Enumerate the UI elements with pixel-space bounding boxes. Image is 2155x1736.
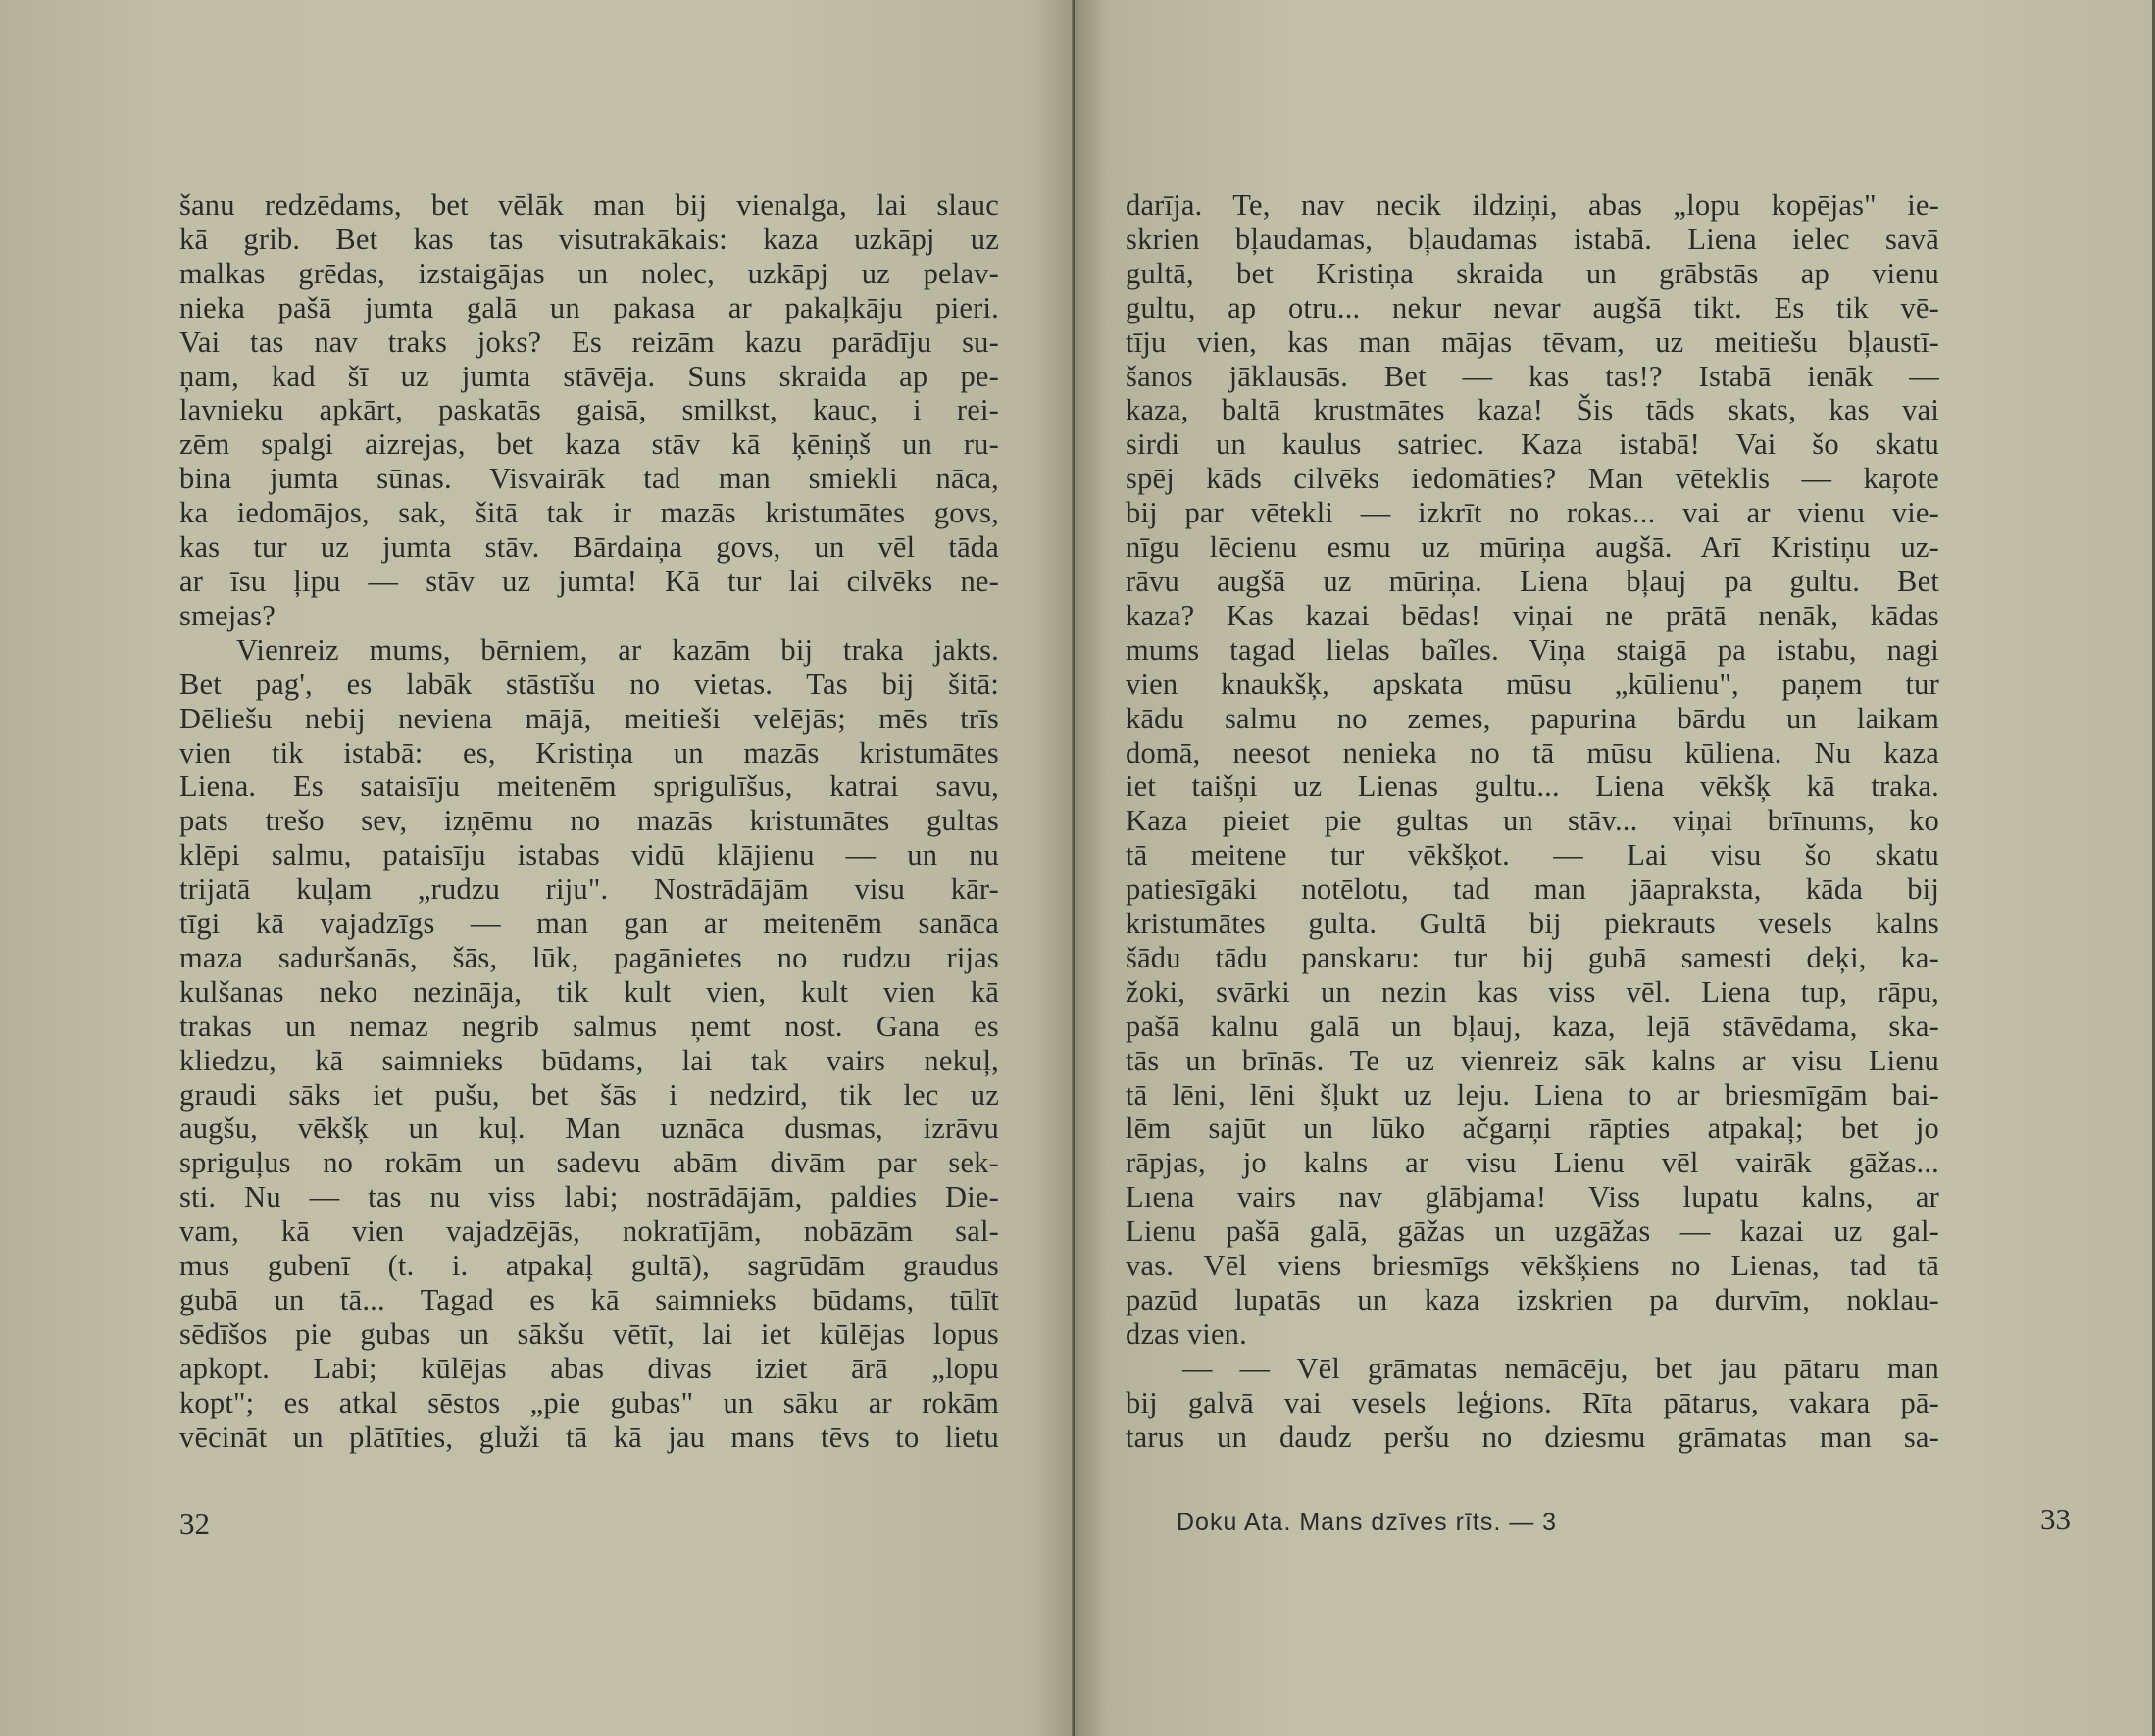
text-line: vēcināt un plātīties, gluži tā kā jau mans tēvs to lietu xyxy=(179,1419,999,1454)
text-line: spriguļus no rokām un sadevu abām divām par sek- xyxy=(179,1146,999,1180)
text-line: kliedzu, kā saimnieks būdams, lai tak vairs nekuļ, xyxy=(179,1043,999,1077)
text-line: augšu, vēkšķ un kuļ. Man uznāca dusmas, izrāvu xyxy=(179,1112,999,1146)
text-line: dzas vien. xyxy=(1126,1316,1247,1351)
text-line: kaza? Kas kazai bēdas! viņai ne prātā nenāk, kādas xyxy=(1126,598,1939,632)
text-line: ka iedomājos, sak, šitā tak ir mazās kristumātes govs, xyxy=(179,496,999,530)
text-line: tīgi kā vajadzīgs — man gan ar meitenēm sanāca xyxy=(179,907,999,941)
text-line: — — Vēl grāmatas nemācēju, bet jau pātaru man xyxy=(1182,1351,1939,1385)
text-line: ar īsu ļipu — stāv uz jumta! Kā tur lai cilvēks ne- xyxy=(179,564,999,598)
text-line: zēm spalgi aizrejas, bet kaza stāv kā ķēniņš un ru- xyxy=(179,427,999,462)
text-line: tā meitene tur vēkšķot. — Lai visu šo skatu xyxy=(1126,838,1939,872)
text-line: bij par vētekli — izkrīt no rokas... vai ar vienu vie- xyxy=(1126,496,1939,530)
text-line: mums tagad lielas baĩles. Viņa staigā pa istabu, nagi xyxy=(1126,632,1939,667)
right-page-number: 33 xyxy=(2040,1502,2071,1536)
text-line: Lienu pašā galā, gāžas un uzgāžas — kazai uz gal- xyxy=(1126,1215,1939,1249)
text-line: tā lēni, lēni šļukt uz leju. Liena to ar briesmīgām bai- xyxy=(1126,1077,1939,1112)
left-page-text xyxy=(179,188,999,1455)
text-line: vien tik istabā: es, Kristiņa un mazās kristumātes xyxy=(179,735,999,769)
text-line: gultā, bet Kristiņa skraida un grābstās ap vienu xyxy=(1126,256,1939,290)
text-line: Bet pag', es labāk stāstīšu no vietas. Tas bij šitā: xyxy=(179,667,999,701)
right-page-text xyxy=(1126,188,1939,1455)
text-line: šanu redzēdams, bet vēlāk man bij vienalga, lai slauc xyxy=(179,188,999,222)
text-line: domā, neesot nenieka no tā mūsu kūliena. Nu kaza xyxy=(1126,735,1939,769)
text-line: kas tur uz jumta stāv. Bārdaiņa govs, un vēl tāda xyxy=(179,530,999,565)
text-line: tīju vien, kas man mājas tēvam, uz meitiešu bļaustī- xyxy=(1126,324,1939,359)
text-line: bina jumta sūnas. Visvairāk tad man smiekli nāca, xyxy=(179,462,999,496)
text-line: tarus un daudz peršu no dziesmu grāmatas man sa- xyxy=(1126,1419,1939,1454)
text-line: Kaza pieiet pie gultas un stāv... viņai brīnums, ko xyxy=(1126,804,1939,838)
text-line: kādu salmu no zemes, papurina bārdu un laikam xyxy=(1126,701,1939,735)
text-line: Vienreiz mums, bērniem, ar kazām bij traka jakts. xyxy=(236,632,999,667)
text-line: trijatā kuļam „rudzu riju". Nostrādājām visu kār- xyxy=(179,872,999,907)
text-line: kopt"; es atkal sēstos „pie gubas" un sāku ar rokām xyxy=(179,1385,999,1419)
text-line: pats trešo sev, izņēmu no mazās kristumātes gultas xyxy=(179,804,999,838)
text-line: apkopt. Labi; kūlējas abas divas iziet ārā „lopu xyxy=(179,1351,999,1385)
text-line: kristumātes gulta. Gultā bij piekrauts vesels kalns xyxy=(1126,907,1939,941)
text-line: lēm sajūt un lūko ačgarņi rāpties atpakaļ; bet jo xyxy=(1126,1112,1939,1146)
text-line: skrien bļaudamas, bļaudamas istabā. Liena ielec savā xyxy=(1126,222,1939,256)
text-line: vien knaukšķ, apskata mūsu „kūlienu", paņem tur xyxy=(1126,667,1939,701)
text-line: vam, kā vien vajadzējās, nokratījām, nobāzām sal- xyxy=(179,1215,999,1249)
text-line: mus gubenī (t. i. atpakaļ gultā), sagrūdām graudus xyxy=(179,1249,999,1283)
text-line: malkas grēdas, izstaigājas un nolec, uzkāpj uz pelav- xyxy=(179,256,999,290)
text-line: kulšanas neko nezināja, tik kult vien, kult vien kā xyxy=(179,974,999,1009)
text-line: sti. Nu — tas nu viss labi; nostrādājām, paldies Die- xyxy=(179,1180,999,1215)
text-line: rāpjas, jo kalns ar visu Lienu vēl vairāk gāžas... xyxy=(1126,1146,1939,1180)
text-line: pašā kalnu galā un bļauj, kaza, lejā stāvēdama, ska- xyxy=(1126,1009,1939,1043)
text-line: sēdīšos pie gubas un sākšu vētīt, lai iet kūlējas lopus xyxy=(179,1316,999,1351)
text-line: bij galvā vai vesels leģions. Rīta pātarus, vakara pā- xyxy=(1126,1385,1939,1419)
text-line: Liena. Es sataisīju meitenēm sprigulīšus, katrai savu, xyxy=(179,769,999,804)
text-line: klēpi salmu, pataisīju istabas vidū klājienu — un nu xyxy=(179,838,999,872)
text-line: gultu, ap otru... nekur nevar augšā tikt. Es tik vē- xyxy=(1126,290,1939,324)
text-line: vas. Vēl viens briesmīgs vēkšķiens no Lienas, tad tā xyxy=(1126,1249,1939,1283)
text-line: šanos jāklausās. Bet — kas tas!? Istabā ienāk — xyxy=(1126,359,1939,393)
text-line: lavnieku apkārt, paskatās gaisā, smilkst, kauc, i rei- xyxy=(179,393,999,427)
text-line: sirdi un kaulus satriec. Kaza istabā! Vai šo skatu xyxy=(1126,427,1939,462)
text-line: maza saduršanās, šās, lūk, pagānietes no rudzu rijas xyxy=(179,940,999,974)
text-line: nieka pašā jumta galā un pakasa ar pakaļkāju pieri. xyxy=(179,290,999,324)
text-line: trakas un nemaz negrib salmus ņemt nost. Gana es xyxy=(179,1009,999,1043)
text-line: iet taišņi uz Lienas gultu... Liena vēkšķ kā traka. xyxy=(1126,769,1939,804)
text-line: darīja. Te, nav necik ildziņi, abas „lopu kopējas" ie- xyxy=(1126,188,1939,222)
text-line: šādu tādu panskaru: tur bij gubā samesti deķi, ka- xyxy=(1126,940,1939,974)
text-line: kaza, baltā krustmātes kaza! Šis tāds skats, kas vai xyxy=(1126,393,1939,427)
text-line: gubā un tā... Tagad es kā saimnieks būdams, tūlīt xyxy=(179,1283,999,1316)
text-line: Vai tas nav traks joks? Es reizām kazu parādīju su- xyxy=(179,324,999,359)
right-page xyxy=(1075,0,2155,1736)
text-line: Lıena vairs nav glābjama! Viss lupatu kalns, ar xyxy=(1126,1180,1939,1215)
text-line: rāvu augšā uz mūriņa. Liena bļauj pa gultu. Bet xyxy=(1126,564,1939,598)
text-line: tās un brīnās. Te uz vienreiz sāk kalns ar visu Lienu xyxy=(1126,1043,1939,1077)
text-line: kā grib. Bet kas tas visutrakākais: kaza uzkāpj uz xyxy=(179,222,999,256)
left-page xyxy=(0,0,1075,1736)
text-line: spēj kāds cilvēks iedomāties? Man vēteklis — kaŗote xyxy=(1126,462,1939,496)
text-line: patiesīgāki notēlotu, tad man jāapraksta, kāda bij xyxy=(1126,872,1939,907)
text-line: smejas? xyxy=(179,598,276,632)
text-line: ņam, kad šī uz jumta stāvēja. Suns skraida ap pe- xyxy=(179,359,999,393)
running-footer: Doku Ata. Mans dzīves rīts. — 3 xyxy=(1177,1509,1558,1536)
text-line: pazūd lupatās un kaza izskrien pa durvīm, noklau- xyxy=(1126,1283,1939,1316)
text-line: graudi sāks iet pušu, bet šās i nedzird, tik lec uz xyxy=(179,1077,999,1112)
text-line: nīgu lēcienu esmu uz mūriņa augšā. Arī Kristiņu uz- xyxy=(1126,530,1939,565)
text-line: Dēliešu nebij neviena mājā, meitieši velējās; mēs trīs xyxy=(179,701,999,735)
text-line: žoki, svārki un nezin kas viss vēl. Liena tup, rāpu, xyxy=(1126,974,1939,1009)
left-page-number: 32 xyxy=(179,1507,210,1541)
